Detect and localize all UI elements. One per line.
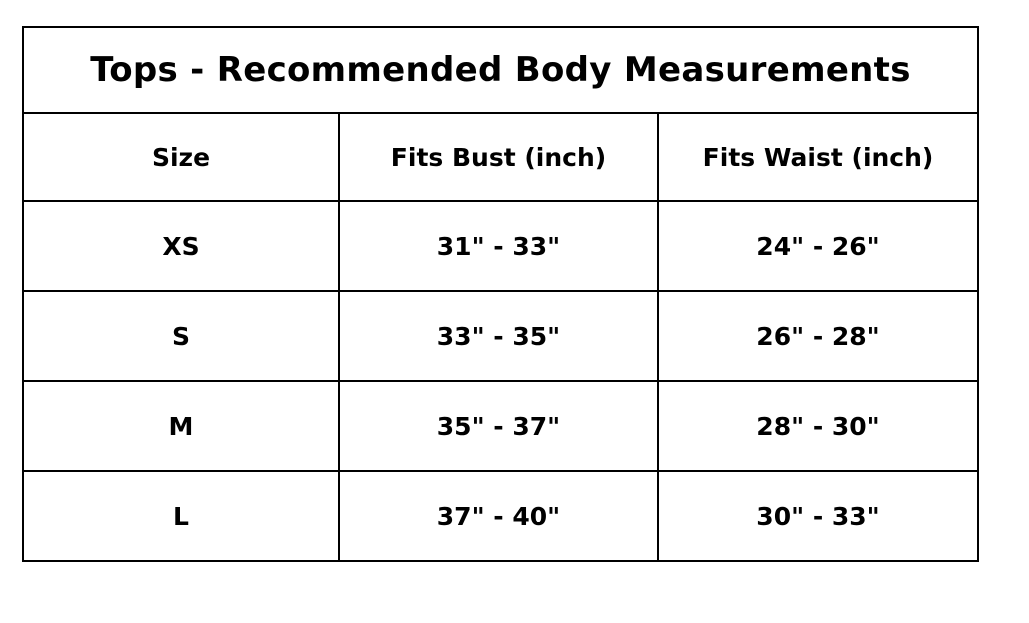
table-header-row (23, 113, 978, 201)
cell-size: L (23, 471, 339, 561)
cell-size: M (23, 381, 339, 471)
cell-bust: 31" - 33" (339, 201, 658, 291)
cell-waist: 28" - 30" (658, 381, 978, 471)
size-chart-table (22, 26, 979, 562)
cell-bust: 37" - 40" (339, 471, 658, 561)
table-row (23, 201, 978, 291)
table-row (23, 381, 978, 471)
chart-title: Tops - Recommended Body Measurements (23, 27, 978, 113)
cell-waist: 24" - 26" (658, 201, 978, 291)
cell-bust: 33" - 35" (339, 291, 658, 381)
cell-bust: 35" - 37" (339, 381, 658, 471)
cell-size: S (23, 291, 339, 381)
cell-waist: 26" - 28" (658, 291, 978, 381)
table-row (23, 471, 978, 561)
table-row (23, 291, 978, 381)
cell-waist: 30" - 33" (658, 471, 978, 561)
column-header-waist: Fits Waist (inch) (658, 113, 978, 201)
cell-size: XS (23, 201, 339, 291)
column-header-bust: Fits Bust (inch) (339, 113, 658, 201)
table-title-row (23, 27, 978, 113)
column-header-size: Size (23, 113, 339, 201)
